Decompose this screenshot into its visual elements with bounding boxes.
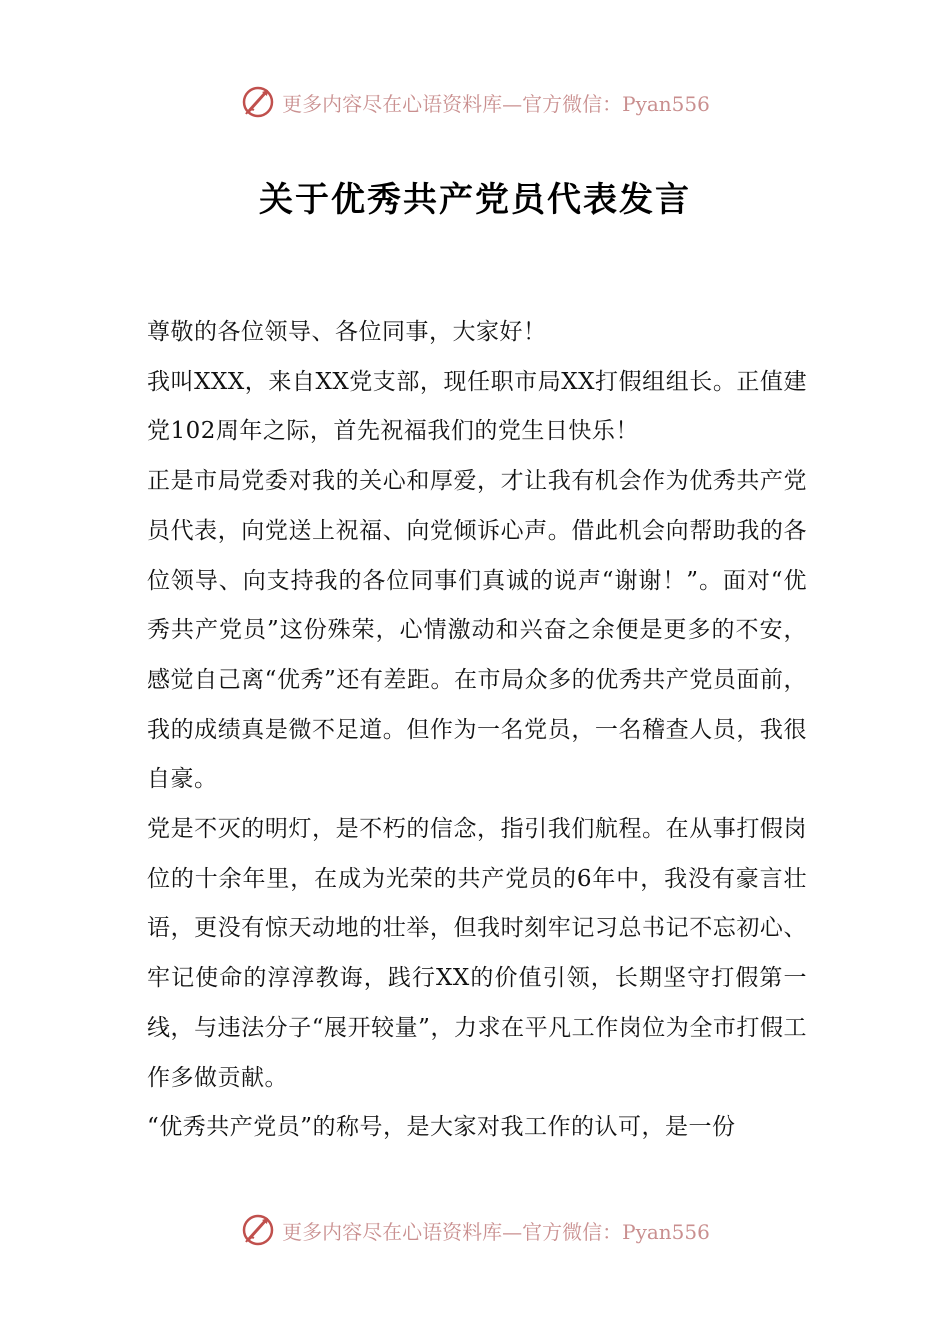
document-title: 关于优秀共产党员代表发言 xyxy=(259,180,691,220)
document-body xyxy=(147,308,807,1153)
paragraph-introduction: 我叫XXX，来自XX党支部，现任职市局XX打假组组长。正值建党102周年之际，首先祝福我们的党生日快乐！ xyxy=(147,368,807,445)
pen-logo-icon xyxy=(240,1212,276,1248)
paragraph-honor: “优秀共产党员”的称号，是大家对我工作的认可，是一份 xyxy=(147,1114,736,1141)
watermark-text: 更多内容尽在心语资料库—官方微信：Pyan556 xyxy=(282,91,710,116)
paragraph-party-belief: 党是不灭的明灯，是不朽的信念，指引我们航程。在从事打假岗位的十余年里，在成为光荣的共产党员的6年中，我没有豪言壮语，更没有惊天动地的壮举，但我时刻牢记习总书记不忘初心、牢记使命的淳淳教诲，践行XX的价值引领，长期坚守打假第一线，与违法分子“展开较量”，力求在平凡工作岗位为全市打假工作多做贡献。 xyxy=(147,816,807,1091)
pen-logo-icon xyxy=(240,84,276,120)
paragraph-greeting: 尊敬的各位领导、各位同事，大家好！ xyxy=(147,319,547,345)
watermark-text: 更多内容尽在心语资料库—官方微信：Pyan556 xyxy=(282,1219,710,1244)
paragraph-gratitude: 正是市局党委对我的关心和厚爱，才让我有机会作为优秀共产党员代表，向党送上祝福、向党倾诉心声。借此机会向帮助我的各位领导、向支持我的各位同事们真诚的说声“谢谢！”。面对“优秀共产党员”这份殊荣，心情激动和兴奋之余便是更多的不安，感觉自己离“优秀”还有差距。在市局众多的优秀共产党员面前，我的成绩真是微不足道。但作为一名党员，一名稽查人员，我很自豪。 xyxy=(147,468,807,793)
footer-watermark xyxy=(0,1210,950,1250)
header-watermark xyxy=(0,82,950,122)
